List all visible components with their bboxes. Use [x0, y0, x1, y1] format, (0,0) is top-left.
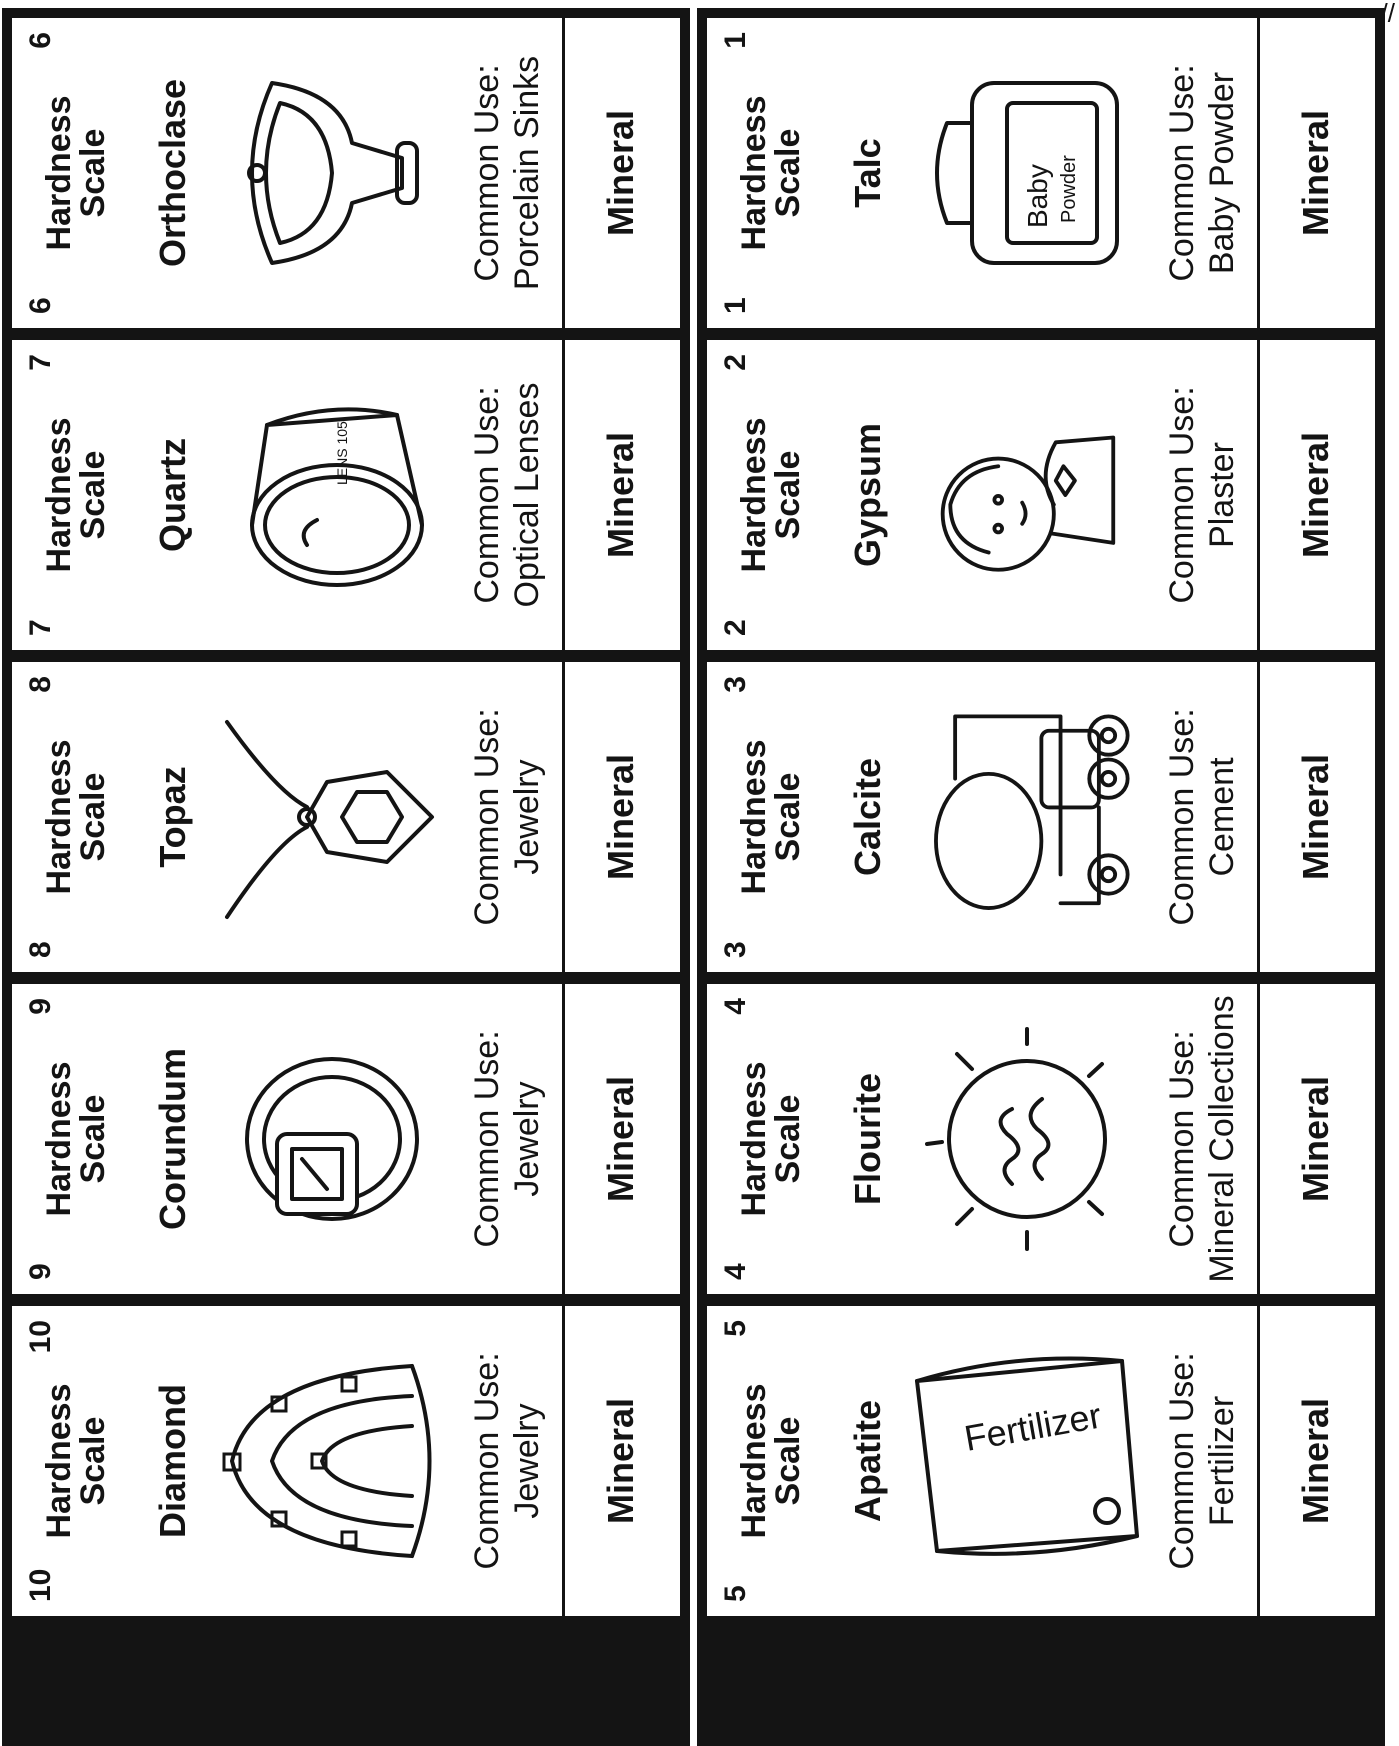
common-use-value: Optical Lenses: [508, 382, 546, 608]
hardness-number-top: 7: [24, 619, 57, 636]
hardness-label: Hardness: [735, 1061, 773, 1217]
hardness-number-bottom: 9: [24, 998, 57, 1015]
hardness-number-bottom: 5: [719, 1320, 752, 1337]
scale-label: Scale: [769, 1094, 807, 1184]
mineral-divider: [562, 984, 565, 1294]
common-use-value: Baby Powder: [1203, 71, 1241, 275]
hardness-scale-heading: [42, 18, 110, 328]
mineral-name: Diamond: [152, 1384, 193, 1539]
mineral-label: Mineral: [600, 1397, 641, 1525]
common-use: [1162, 340, 1242, 650]
hardness-number-bottom: 8: [24, 676, 57, 693]
mineral-name: Flourite: [847, 1073, 888, 1205]
common-use-value: Cement: [1203, 757, 1241, 877]
common-use-value: Fertilizer: [1203, 1395, 1241, 1527]
mineral-name: Apatite: [847, 1400, 888, 1523]
scale-label: Scale: [74, 128, 112, 218]
common-use: [467, 984, 547, 1294]
right-card-column: [697, 8, 1385, 1746]
scale-label: Scale: [74, 1094, 112, 1184]
hardness-scale-heading: [737, 340, 805, 650]
common-use-value: Mineral Collections: [1203, 995, 1241, 1283]
scale-label: Scale: [769, 450, 807, 540]
mineral-divider: [562, 18, 565, 328]
scale-label: Scale: [74, 772, 112, 862]
mineral-name: Corundum: [152, 1048, 193, 1230]
mineral-card-quartz: [12, 340, 680, 650]
common-use: [1162, 18, 1242, 328]
mineral-name: Talc: [847, 138, 888, 208]
pendant-necklace-icon: [217, 702, 447, 932]
hardness-label: Hardness: [735, 95, 773, 251]
hardness-number-bottom: 1: [719, 32, 752, 49]
hardness-number-top: 10: [24, 1568, 57, 1602]
common-use: [1162, 662, 1242, 972]
mineral-divider: [1257, 340, 1260, 650]
common-use-value: Jewelry: [508, 1081, 546, 1197]
common-use-value: Jewelry: [508, 1403, 546, 1519]
mineral-label: Mineral: [1295, 753, 1336, 881]
mineral-card-talc: [707, 18, 1375, 328]
ring-icon: [217, 1024, 447, 1254]
hardness-number-bottom: 3: [719, 676, 752, 693]
common-use-value: Jewelry: [508, 759, 546, 875]
common-use-label: Common Use:: [468, 708, 506, 926]
hardness-number-bottom: 10: [24, 1320, 57, 1354]
hardness-scale-heading: [42, 1306, 110, 1616]
mineral-label: Mineral: [1295, 109, 1336, 237]
mineral-card-topaz: [12, 662, 680, 972]
hardness-label: Hardness: [735, 417, 773, 573]
hardness-scale-heading: [42, 662, 110, 972]
tiara-icon: [217, 1346, 447, 1576]
hardness-scale-heading: [42, 340, 110, 650]
fertilizer-bag-icon: [912, 1346, 1142, 1576]
mineral-card-orthoclase: [12, 18, 680, 328]
mineral-label: Mineral: [600, 1075, 641, 1203]
mineral-divider: [562, 1306, 565, 1616]
mineral-name: Topaz: [152, 766, 193, 868]
common-use: [467, 340, 547, 650]
crystal-ball-icon: [912, 1024, 1142, 1254]
cement-truck-icon: [912, 702, 1142, 932]
common-use-label: Common Use:: [468, 1030, 506, 1248]
mineral-divider: [1257, 18, 1260, 328]
hardness-scale-heading: [737, 662, 805, 972]
mineral-label: Mineral: [1295, 431, 1336, 559]
mineral-label: Mineral: [1295, 1397, 1336, 1525]
common-use: [467, 662, 547, 972]
mineral-label: Mineral: [600, 109, 641, 237]
common-use: [467, 1306, 547, 1616]
mineral-name: Calcite: [847, 757, 888, 877]
hardness-scale-heading: [737, 984, 805, 1294]
mineral-divider: [562, 662, 565, 972]
hardness-label: Hardness: [40, 1383, 78, 1539]
hardness-label: Hardness: [40, 739, 78, 895]
mineral-card-corundum: [12, 984, 680, 1294]
hardness-number-top: 3: [719, 941, 752, 958]
corner-mark: //: [1380, 0, 1395, 28]
mineral-name: Quartz: [152, 438, 193, 553]
hardness-number-bottom: 7: [24, 354, 57, 371]
mineral-divider: [562, 340, 565, 650]
hardness-label: Hardness: [735, 1383, 773, 1539]
mineral-label: Mineral: [600, 753, 641, 881]
hardness-label: Hardness: [735, 739, 773, 895]
mineral-card-flourite: [707, 984, 1375, 1294]
common-use-value: Porcelain Sinks: [508, 55, 546, 291]
sink-icon: [217, 58, 447, 288]
mineral-divider: [1257, 662, 1260, 972]
common-use-label: Common Use:: [1163, 708, 1201, 926]
common-use-label: Common Use:: [1163, 1352, 1201, 1570]
common-use-label: Common Use:: [468, 1352, 506, 1570]
common-use: [467, 18, 547, 328]
hardness-number-bottom: 2: [719, 354, 752, 371]
common-use: [1162, 1306, 1242, 1616]
hardness-label: Hardness: [40, 1061, 78, 1217]
scale-label: Scale: [769, 128, 807, 218]
left-card-column: [2, 8, 690, 1746]
mineral-card-apatite: [707, 1306, 1375, 1616]
hardness-label: Hardness: [40, 95, 78, 251]
hardness-scale-heading: [737, 1306, 805, 1616]
bottle-label-2: Powder: [1058, 155, 1080, 223]
mineral-card-calcite: [707, 662, 1375, 972]
common-use: [1162, 984, 1242, 1294]
common-use-label: Common Use:: [468, 386, 506, 604]
hardness-label: Hardness: [40, 417, 78, 573]
mineral-divider: [1257, 984, 1260, 1294]
scale-label: Scale: [769, 772, 807, 862]
mineral-card-diamond: [12, 1306, 680, 1616]
hardness-number-top: 6: [24, 297, 57, 314]
hardness-number-top: 4: [719, 1263, 752, 1280]
hardness-scale-heading: [737, 18, 805, 328]
mineral-label: Mineral: [1295, 1075, 1336, 1203]
common-use-value: Plaster: [1203, 442, 1241, 548]
hardness-number-top: 9: [24, 1263, 57, 1280]
hardness-scale-heading: [42, 984, 110, 1294]
scale-label: Scale: [74, 450, 112, 540]
common-use-label: Common Use:: [1163, 1030, 1201, 1248]
svg-text:LENS 105: LENS 105: [334, 421, 350, 485]
hardness-number-bottom: 6: [24, 32, 57, 49]
bottle-label-1: Baby: [1022, 164, 1053, 228]
baby-powder-bottle-icon: [912, 58, 1142, 288]
common-use-label: Common Use:: [1163, 64, 1201, 282]
common-use-label: Common Use:: [468, 64, 506, 282]
mineral-card-gypsum: [707, 340, 1375, 650]
scale-label: Scale: [769, 1416, 807, 1506]
bag-label: Fertilizer: [961, 1394, 1105, 1459]
hardness-number-top: 8: [24, 941, 57, 958]
common-use-label: Common Use:: [1163, 386, 1201, 604]
hardness-number-top: 2: [719, 619, 752, 636]
hardness-number-top: 1: [719, 297, 752, 314]
mineral-divider: [1257, 1306, 1260, 1616]
scale-label: Scale: [74, 1416, 112, 1506]
lens-icon: [217, 380, 447, 610]
mineral-label: Mineral: [600, 431, 641, 559]
mineral-name: Gypsum: [847, 422, 888, 568]
mineral-name: Orthoclase: [152, 78, 193, 268]
hardness-number-bottom: 4: [719, 998, 752, 1015]
plaster-bust-icon: [912, 380, 1142, 610]
hardness-number-top: 5: [719, 1585, 752, 1602]
